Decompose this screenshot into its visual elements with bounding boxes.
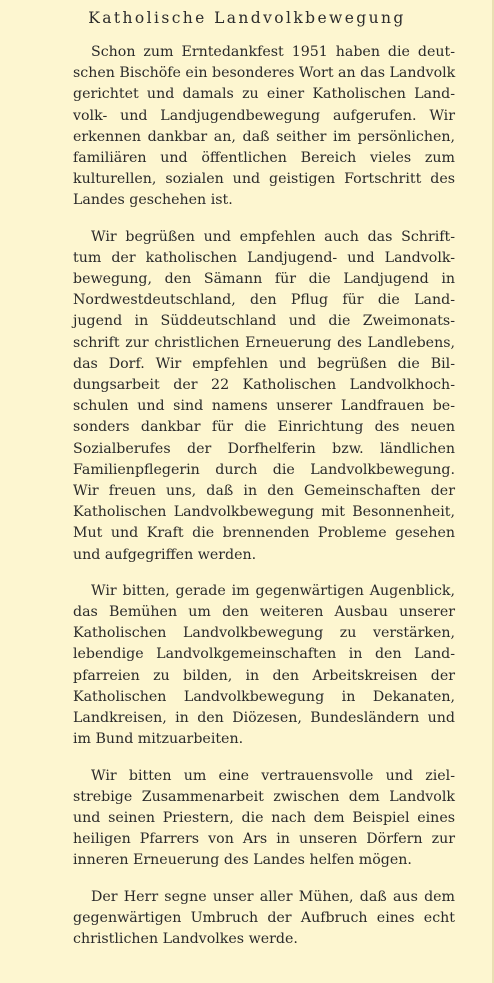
paragraph [73,42,455,212]
text-line: pfarreien zu bilden, in den Arbeitskreisen der [73,667,455,684]
text-line: gegenwärtigen Umbruch der Aufbruch eines echt [73,909,455,926]
text-line: strebige Zusammenarbeit zwischen dem Landvolk [73,788,455,805]
text-line: familiären und öffentlichen Bereich vieles zum [73,150,455,167]
paragraph [73,887,455,951]
text-line: sonders dankbar für die Einrichtung des neuen [73,419,455,436]
text-line: schen Bischöfe ein besonderes Wort an das Landvolk [73,65,456,82]
text-line: bewegung, den Sämann für die Landjugend in [73,271,455,288]
text-line: Katholischen Landvolkbewegung in Dekanaten, [73,688,455,705]
text-line: Familienpflegerin durch die Landvolkbewegung. [73,461,455,478]
text-line: schrift zur christlichen Erneuerung des Landlebens, [73,334,455,351]
text-line: Landkreisen, in den Diözesen, Bundesländern und [73,710,455,727]
text-line: kulturellen, sozialen und geistigen Fortschritt des [73,171,455,188]
body-text [73,42,455,965]
text-line: volk- und Landjugendbewegung aufgerufen. Wir [73,107,455,124]
text-line: inneren Erneuerung des Landes helfen mögen. [73,852,412,869]
text-line: Mut und Kraft die brennenden Probleme gesehen [73,525,455,542]
text-line: lebendige Landvolkgemeinschaften in den Land- [73,646,455,663]
text-line: jugend in Süddeutschland und die Zweimonats- [73,313,455,330]
text-line: Nordwestdeutschland, den Pflug für die Land- [73,292,455,309]
text-line: Katholischen Landvolkbewegung mit Besonnenheit, [73,504,455,521]
text-line: tum der katholischen Landjugend- und Landvolk- [73,249,455,266]
text-line: das Bemühen um den weiteren Ausbau unserer [73,604,455,621]
section-heading: Katholische Landvolkbewegung [88,9,406,27]
paragraph [73,227,455,566]
text-line: Wir bitten, gerade im gegenwärtigen Augenblick, [91,582,455,599]
text-line: Katholischen Landvolkbewegung zu verstärken, [73,625,455,642]
paragraph [73,581,455,751]
text-line: Schon zum Erntedankfest 1951 haben die deut- [91,44,455,60]
text-line: Wir freuen uns, daß in den Gemeinschaften der [73,483,455,500]
text-line: dungsarbeit der 22 Katholischen Landvolkhoch- [73,377,455,394]
text-line: Wir begrüßen und empfehlen auch das Schrift- [91,228,455,245]
text-line: schulen und sind namens unserer Landfrauen be- [73,398,455,415]
paragraph [73,766,455,872]
text-line: Der Herr segne unser aller Mühen, daß aus dem [91,888,455,905]
text-line: Wir bitten um eine vertrauensvolle und ziel- [91,767,455,784]
text-line: im Bund mitzuarbeiten. [73,731,244,748]
text-line: Sozialberufes der Dorfhelferin bzw. ländlichen [73,440,455,457]
text-line: Landes geschehen ist. [73,192,233,209]
text-line: christlichen Landvolkes werde. [73,930,298,947]
text-line: und seinen Priestern, die nach dem Beispiel eines [73,809,455,826]
text-line: gerichtet und damals zu einer Katholischen Land- [73,86,455,103]
text-line: erkennen dankbar an, daß seither im persönlichen, [73,128,455,145]
text-line: das Dorf. Wir empfehlen und begrüßen die Bil- [73,355,455,372]
text-line: und aufgegriffen werden. [73,546,257,563]
text-line: heiligen Pfarrers von Ars in unseren Dörfern zur [73,831,455,848]
